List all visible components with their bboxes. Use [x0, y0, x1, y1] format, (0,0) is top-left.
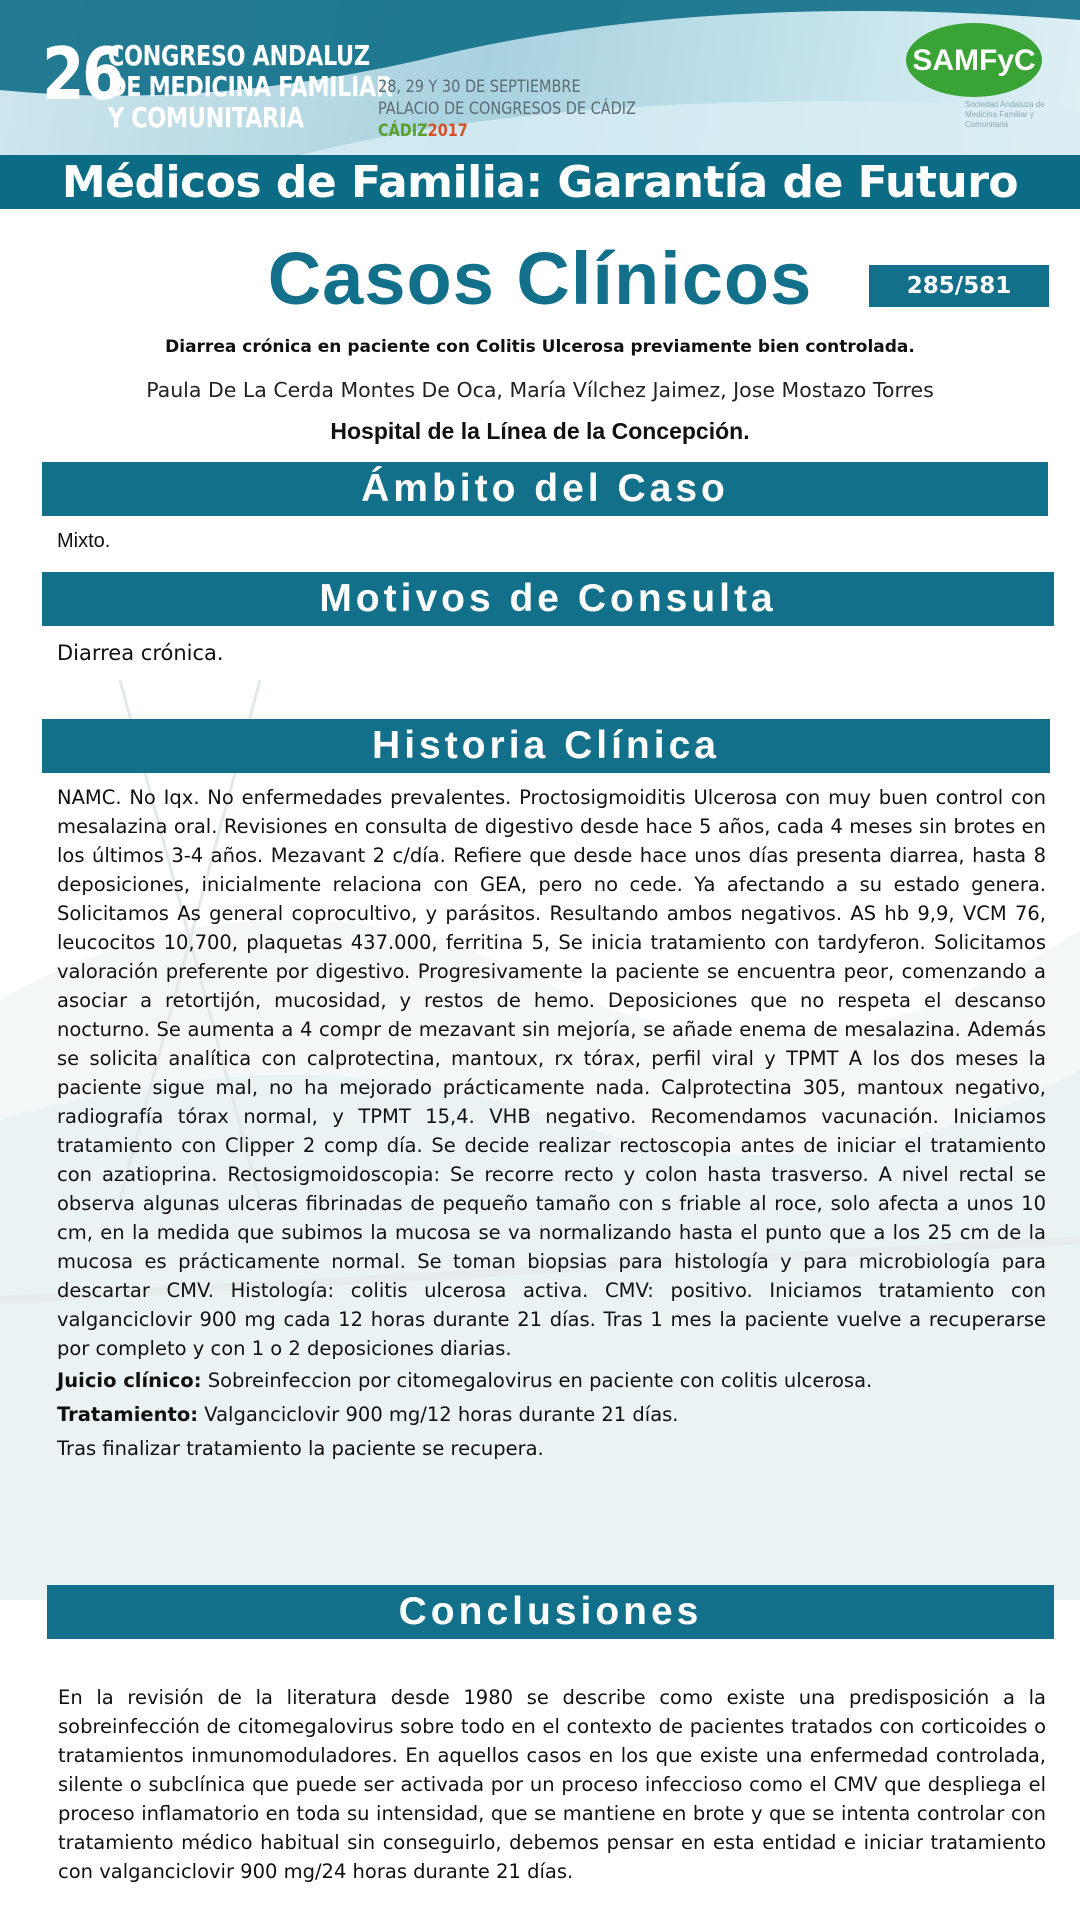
tratamiento-line	[57, 1403, 679, 1426]
juicio-text: Sobreinfeccion por citomegalovirus en paciente con colitis ulcerosa.	[201, 1369, 873, 1392]
juicio-label: Juicio clínico:	[57, 1369, 202, 1392]
motivos-text: Diarrea crónica.	[57, 641, 224, 665]
section-heading-ambito: Ámbito del Caso	[42, 462, 1048, 516]
section-heading-historia: Historia Clínica	[42, 719, 1050, 773]
venue-line: PALACIO DE CONGRESOS DE CÁDIZ	[378, 99, 636, 119]
slogan: Médicos de Familia: Garantía de Futuro	[61, 156, 1019, 208]
page-title: Casos Clínicos	[267, 237, 813, 320]
section-heading-motivos: Motivos de Consulta	[42, 572, 1054, 626]
tratamiento-label: Tratamiento:	[57, 1403, 199, 1426]
final-line: Tras finalizar tratamiento la paciente se recupera.	[57, 1437, 544, 1460]
tratamiento-text: Valganciclovir 900 mg/12 horas durante 21 días.	[198, 1403, 679, 1426]
ambito-text: Mixto.	[57, 530, 111, 552]
congress-title	[108, 40, 393, 133]
congress-title-line: CONGRESO ANDALUZ	[108, 39, 370, 72]
dates-line: 28, 29 Y 30 DE SEPTIEMBRE	[378, 77, 581, 97]
logo-subtitle: Sociedad Andaluza de Medicina Familiar y Comunitaria	[965, 100, 1045, 129]
slogan-bar	[0, 155, 1080, 209]
samfyc-logo-icon	[904, 20, 1044, 100]
congress-title-line: Y COMUNITARIA	[108, 101, 304, 134]
case-number-badge: 285/581	[869, 265, 1049, 307]
case-title: Diarrea crónica en paciente con Colitis Ulcerosa previamente bien controlada.	[165, 337, 915, 357]
congress-title-line: DE MEDICINA FAMILIAR	[108, 70, 393, 103]
juicio-clinico-line	[57, 1369, 872, 1392]
congress-number: 26	[42, 32, 123, 116]
historia-paragraph: NAMC. No Iqx. No enfermedades prevalentes. Proctosigmoiditis Ulcerosa con muy buen control con mesalazina oral. Revisiones en consulta de digestivo desde hace 5 años, cada 4 meses sin brotes en los últimos 3-4 años. Mezavant 2 c/día. Refiere que desde hace unos días presenta diarrea, hasta 8 deposiciones, inicialmente relaciona con GEA, pero no cede. Ya afectando a su estado genera. Solicitamos As general coprocultivo, y parásitos. Resultando ambos negativos. AS hb 9,9, VCM 76, leucocitos 10,700, plaquetas 437.000, ferritina 5, Se inicia tratamiento con tardyferon. Solicitamos valoración preferente por digestivo. Progresivamente la paciente se encuentra peor, comenzando a asociar a retortijón, mucosidad, y restos de hemo. Deposiciones que no respeta el descanso nocturno. Se aumenta a 4 compr de mezavant sin mejoría, se añade enema de mesalazina. Además se solicita analítica con calprotectina, mantoux, rx tórax, perfil viral y TPMT A los dos meses la paciente sigue mal, no ha mejorado prácticamente nada. Calprotectina 305, mantoux negativo, radiografía tórax normal, y TPMT 15,4. VHB negativo. Recomendamos vacunación. Iniciamos tratamiento con Clipper 2 comp día. Se decide realizar rectoscopia antes de iniciar el tratamiento con azatioprina. Rectosigmoidoscopia: Se recorre recto y colon hasta trasverso. A nivel rectal se observa algunas ulceras fibrinadas de pequeño tamaño con s friable al roce, solo afecta a unos 10 cm, en la medida que subimos la mucosa se va normalizando hasta el punto que a los 25 cm de la mucosa es prácticamente normal. Se toman biopsias para histología y para microbiología para descartar CMV. Histología: colitis ulcerosa activa. CMV: positivo. Iniciamos tratamiento con valganciclovir 900 mg cada 12 horas durante 21 días. Tras 1 mes la paciente vuelve a recuperarse por completo y con 1 o 2 deposiciones diarias.	[57, 786, 1046, 1360]
logo-text: SAMFyC	[912, 44, 1036, 77]
congress-header	[0, 0, 1080, 155]
hospital: Hospital de la Línea de la Concepción.	[330, 418, 750, 444]
congress-dates	[378, 76, 636, 142]
section-heading-conclusiones: Conclusiones	[47, 1585, 1054, 1639]
congress-year: 2017	[427, 121, 468, 141]
congress-city	[378, 120, 636, 142]
conclusiones-text	[58, 1683, 1046, 1886]
historia-text	[57, 783, 1046, 1363]
authors: Paula De La Cerda Montes De Oca, María Vílchez Jaimez, Jose Mostazo Torres	[146, 378, 934, 402]
city-name: CÁDIZ	[378, 121, 428, 141]
conclusiones-paragraph: En la revisión de la literatura desde 1980 se describe como existe una predisposición a la sobreinfección de citomegalovirus sobre todo en el contexto de pacientes tratados con corticoides o tratamientos inmunomoduladores. En aquellos casos en los que existe una enfermedad controlada, silente o subclínica que puede ser activada por un proceso infeccioso como el CMV que despliega el proceso inflamatorio en toda su intensidad, que se mantiene en brote y que se intenta controlar con tratamiento médico habitual sin conseguirlo, debemos pensar en esta entidad e iniciar tratamiento con valganciclovir 900 mg/24 horas durante 21 días.	[58, 1686, 1046, 1883]
